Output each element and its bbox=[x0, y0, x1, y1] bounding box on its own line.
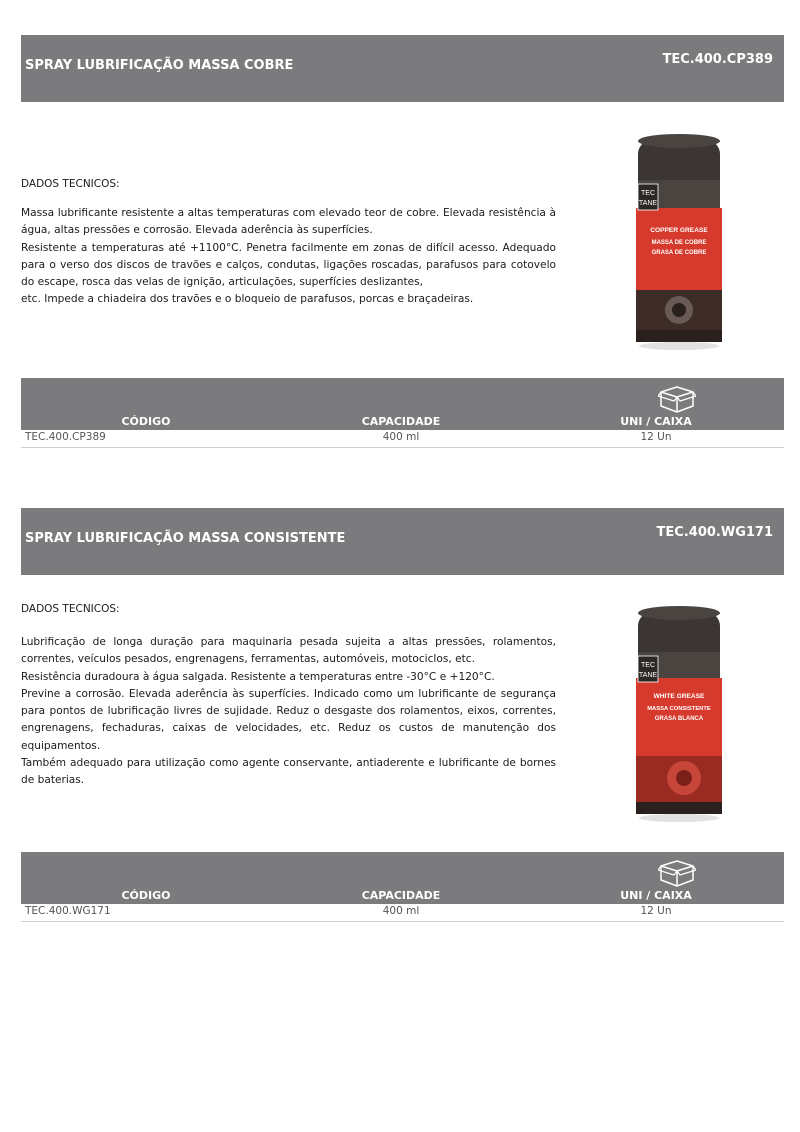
divider bbox=[21, 447, 784, 448]
column-header-units: UNI / CAIXA bbox=[620, 415, 692, 428]
section-label: DADOS TECNICOS: bbox=[21, 178, 120, 190]
can-brand-line2: TANE bbox=[638, 672, 658, 679]
can-label-line2: MASSA DE COBRE bbox=[651, 240, 707, 246]
description-paragraph: Resistente a temperaturas até +1100°C. Penetra facilmente em zonas de difícil acesso. Adequado para o verso dos discos de travões e calços, condutas, ligações roscadas, parafusos para cotovelo do escape, rosca das velas de ignição, articulações, superfícies deslizantes, bbox=[21, 241, 556, 289]
box-icon bbox=[658, 384, 696, 414]
row-units: 12 Un bbox=[640, 905, 672, 917]
description-paragraph: Também adequado para utilização como agente conservante, antiaderente e lubrificante de bornes de baterias. bbox=[21, 757, 556, 787]
row-capacity: 400 ml bbox=[382, 905, 420, 917]
can-label-line2: MASSA CONSISTENTE bbox=[647, 706, 711, 712]
column-header-units: UNI / CAIXA bbox=[620, 889, 692, 902]
product-code: TEC.400.WG171 bbox=[656, 525, 773, 540]
table-row bbox=[21, 430, 784, 446]
product-description bbox=[21, 634, 556, 790]
row-capacity: 400 ml bbox=[382, 431, 420, 443]
can-brand-line1: TEC bbox=[641, 662, 655, 669]
table-header bbox=[21, 378, 784, 430]
product-title: SPRAY LUBRIFICAÇÃO MASSA CONSISTENTE bbox=[25, 531, 346, 546]
column-header-capacity: CAPACIDADE bbox=[361, 889, 441, 902]
product-image-spray-can bbox=[634, 132, 724, 352]
column-header-code: CÓDIGO bbox=[121, 889, 171, 902]
product-description bbox=[21, 205, 556, 309]
section-label: DADOS TECNICOS: bbox=[21, 603, 120, 615]
row-code: TEC.400.CP389 bbox=[25, 431, 106, 443]
description-paragraph: Lubrificação de longa duração para maquinaria pesada sujeita a altas pressões, rolamentos, correntes, veículos pesados, engrenagens, ferramentas, automóveis, motociclos, etc. bbox=[21, 636, 556, 666]
product-header bbox=[21, 35, 784, 102]
table-header bbox=[21, 852, 784, 904]
can-brand-line2: TANE bbox=[638, 200, 658, 207]
can-label-line3: GRASA DE COBRE bbox=[651, 250, 707, 256]
description-paragraph: etc. Impede a chiadeira dos travões e o bloqueio de parafusos, porcas e braçadeiras. bbox=[21, 293, 474, 306]
column-header-code: CÓDIGO bbox=[121, 415, 171, 428]
product-code: TEC.400.CP389 bbox=[662, 52, 773, 67]
can-label-line1: COPPER GREASE bbox=[650, 227, 708, 234]
box-icon bbox=[658, 858, 696, 888]
row-units: 12 Un bbox=[640, 431, 672, 443]
can-label-line3: GRASA BLANCA bbox=[654, 716, 704, 722]
row-code: TEC.400.WG171 bbox=[25, 905, 111, 917]
table-row bbox=[21, 904, 784, 920]
product-image-spray-can bbox=[634, 606, 724, 824]
can-brand-line1: TEC bbox=[641, 190, 655, 197]
product-header bbox=[21, 508, 784, 575]
column-header-capacity: CAPACIDADE bbox=[361, 415, 441, 428]
description-paragraph: Massa lubrificante resistente a altas temperaturas com elevado teor de cobre. Elevada resistência à água, altas pressões e corrosão. Elevada aderência às superfícies. bbox=[21, 207, 556, 237]
description-paragraph: Previne a corrosão. Elevada aderência às superfícies. Indicado como um lubrificante de segurança para pontos de lubrificação livres de sujidade. Reduz o desgaste dos rolamentos, eixos, correntes, engrenagens, fechaduras, caixas de velocidades, etc. Reduz os custos de manutenção dos equipamentos. bbox=[21, 687, 556, 752]
product-title: SPRAY LUBRIFICAÇÃO MASSA COBRE bbox=[25, 58, 294, 73]
divider bbox=[21, 921, 784, 922]
can-label-line1: WHITE GREASE bbox=[653, 693, 705, 700]
description-paragraph: Resistência duradoura à água salgada. Resistente a temperaturas entre -30°C e +120°C. bbox=[21, 670, 495, 683]
